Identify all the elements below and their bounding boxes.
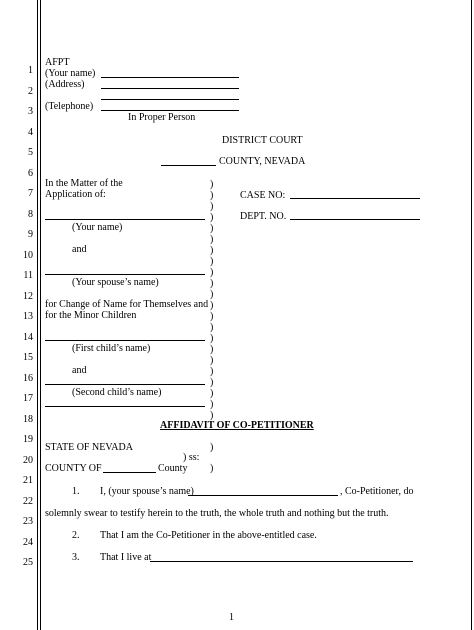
para-3-number: 3. — [72, 552, 80, 563]
para-1-number: 1. — [72, 486, 80, 497]
line-number: 7 — [28, 188, 33, 199]
second-child-field[interactable] — [45, 406, 205, 407]
change-of-name-1: for Change of Name for Themselves and — [45, 299, 209, 310]
caption-parentheses: ) ) ) ) ) ) ) ) ) ) ) ) ) ) ) ) ) ) ) ) ) ) — [210, 179, 214, 421]
county-suffix: County — [158, 463, 188, 474]
venue-county-field[interactable] — [103, 472, 156, 473]
document-title: AFFIDAVIT OF CO-PETITIONER — [160, 420, 314, 431]
line-number: 21 — [23, 475, 33, 486]
line-number: 13 — [23, 311, 33, 322]
line-number: 20 — [23, 455, 33, 466]
in-proper-person: In Proper Person — [128, 112, 196, 123]
county-field[interactable] — [161, 165, 216, 166]
first-child-caption: (First child’s name) — [72, 343, 151, 354]
line-number: 2 — [28, 86, 33, 97]
line-number: 5 — [28, 147, 33, 158]
dept-no-field[interactable] — [290, 219, 420, 220]
line-number: 3 — [28, 106, 33, 117]
para-2-number: 2. — [72, 530, 80, 541]
margin-rule-right — [471, 0, 472, 630]
line-number: 8 — [28, 209, 33, 220]
line-number: 15 — [23, 352, 33, 363]
petitioner-name-field[interactable] — [45, 219, 205, 220]
your-name-field[interactable] — [101, 77, 239, 78]
line-number: 24 — [23, 537, 33, 548]
ss: ) ss: — [183, 452, 200, 463]
address-affiant-field[interactable] — [150, 561, 413, 562]
matter-line-2: Application of: — [45, 189, 106, 200]
spouse-name-caption: (Your spouse’s name) — [72, 277, 159, 288]
line-number: 4 — [28, 127, 33, 138]
form-code: AFPT — [45, 57, 70, 68]
line-number: 23 — [23, 516, 33, 527]
your-name-label: (Your name) — [45, 68, 96, 79]
line-number: 12 — [23, 291, 33, 302]
your-name-caption: (Your name) — [72, 222, 123, 233]
line-number: 25 — [23, 557, 33, 568]
court-name: DISTRICT COURT — [222, 135, 303, 146]
line-number: 16 — [23, 373, 33, 384]
margin-rule-1 — [37, 0, 38, 630]
line-number: 19 — [23, 434, 33, 445]
second-child-caption: (Second child’s name) — [72, 387, 162, 398]
dept-no-label: DEPT. NO. — [240, 211, 287, 222]
telephone-label: (Telephone) — [45, 101, 94, 112]
para-1-prefix: I, (your spouse’s name) — [100, 486, 194, 497]
line-number: 9 — [28, 229, 33, 240]
telephone-field[interactable] — [101, 110, 239, 111]
spouse-name-affiant-field[interactable] — [188, 495, 338, 496]
line-number: 17 — [23, 393, 33, 404]
case-no-field[interactable] — [290, 198, 420, 199]
margin-rule-2 — [40, 0, 41, 630]
line-number: 14 — [23, 332, 33, 343]
address-field-2[interactable] — [101, 99, 239, 100]
and-2: and — [72, 365, 87, 376]
line-number: 10 — [23, 250, 33, 261]
matter-line-1: In the Matter of the — [45, 178, 123, 189]
venue-paren-top: ) — [210, 442, 214, 453]
line-number: 11 — [23, 270, 33, 281]
case-no-label: CASE NO: — [240, 190, 286, 201]
address-field-1[interactable] — [101, 88, 239, 89]
line-number: 18 — [23, 414, 33, 425]
para-3-text: That I live at — [100, 552, 152, 563]
and-1: and — [72, 244, 87, 255]
second-child-field-top[interactable] — [45, 384, 205, 385]
line-number: 6 — [28, 168, 33, 179]
line-number: 22 — [23, 496, 33, 507]
county-state: COUNTY, NEVADA — [219, 156, 306, 167]
change-of-name-2: for the Minor Children — [45, 310, 137, 321]
address-label: (Address) — [45, 79, 85, 90]
page-number: 1 — [229, 612, 234, 623]
spouse-name-field[interactable] — [45, 274, 205, 275]
para-2-text: That I am the Co-Petitioner in the above-entitled case. — [100, 530, 317, 541]
first-child-field[interactable] — [45, 340, 205, 341]
para-1-line-2: solemnly swear to testify herein to the truth, the whole truth and nothing but the truth. — [45, 508, 389, 519]
line-number: 1 — [28, 65, 33, 76]
county-of-label: COUNTY OF — [45, 463, 102, 474]
para-1-suffix: , Co-Petitioner, do — [340, 486, 414, 497]
venue-paren-bottom: ) — [210, 463, 214, 474]
state-of-nevada: STATE OF NEVADA — [45, 442, 133, 453]
